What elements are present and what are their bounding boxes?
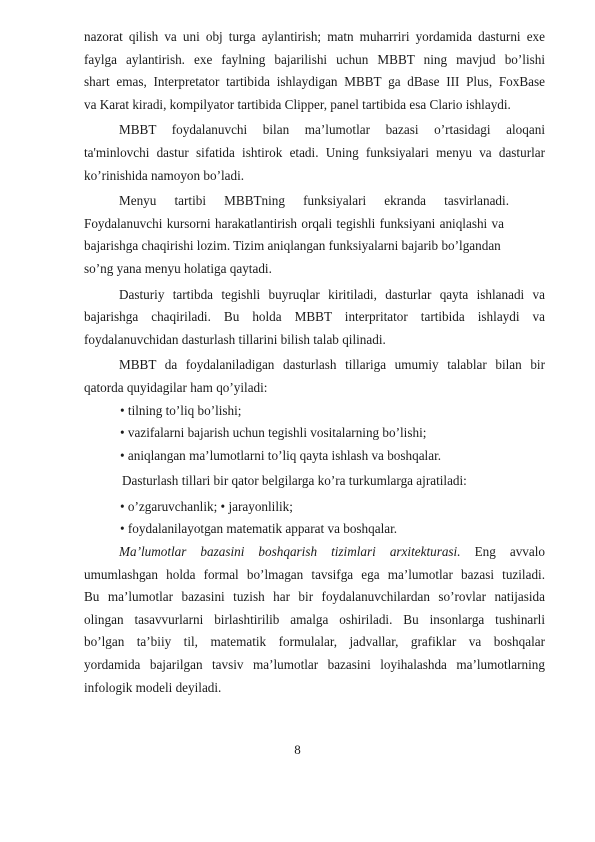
text-line: ko’rinishida namoyon bo’ladi.	[84, 167, 245, 183]
paragraph-6: Dasturlash tillari bir qator belgilarga ko’ra turkumlarga ajratiladi:	[122, 473, 467, 489]
text-line: olingan tasavvurlarni birlashtirilib amalga oshiriladi. Bu insonlarga tushinarli	[84, 611, 545, 627]
section-heading: Ma’lumotlar bazasini boshqarish tizimlari arxitekturasi.	[119, 544, 461, 560]
text-line: MBBT foydalanuvchi bilan ma’lumotlar bazasi o’rtasidagi aloqani	[119, 122, 545, 138]
list-item: • foydalanilayotgan matematik apparat va boshqalar.	[120, 521, 398, 537]
text-line: infologik modeli deyiladi.	[84, 679, 222, 695]
text-line: shart emas, Interpretator tartibida ishlaydigan MBBT ga dBase III Plus, FoxBase	[84, 74, 545, 90]
text-span: Eng avvalo	[474, 544, 545, 560]
list-item: • aniqlangan ma’lumotlarni to’liq qayta ishlash va boshqalar.	[120, 447, 442, 463]
text-line: faylga aylantirish. exe faylning bajarilishi uchun MBBT ning mavjud bo’lishi	[84, 51, 545, 67]
text-line: foydalanuvchidan dasturlash tillarini bilish talab qilinadi.	[84, 331, 386, 347]
bullet-list-2	[84, 496, 545, 541]
text-line: yordamida bajarilgan tavsiv ma’lumotlar bazasini loyihalashda ma’lumotlarning	[84, 657, 545, 673]
text-line: umumlashgan holda formal bo’lmagan tavsifga ega ma’lumotlar bazasi tuziladi.	[84, 566, 545, 582]
text-line: Bu ma’lumotlar bazasini tuzish har bir foydalanuvchilardan so’rovlar natijasida	[84, 589, 545, 605]
text-line: bo’lgan ta’biiy til, matematik formulalar, jadvallar, grafiklar va boshqalar	[84, 634, 545, 650]
paragraph-4	[84, 284, 545, 352]
text-line: nazorat qilish va uni obj turga aylantirish; matn muharriri yordamida dasturni exe	[84, 29, 545, 44]
list-item: • o’zgaruvchanlik; • jarayonlilik;	[120, 498, 293, 514]
text-line: Foydalanuvchi kursorni harakatlantirish orqali tegishli funksiyani aniqlashi va	[84, 215, 504, 231]
text-line: ta'minlovchi dastur sifatida ishtirok etadi. Uning funksiyalari menyu va dasturlar	[84, 144, 545, 160]
document-page	[84, 26, 545, 699]
page-number: 8	[294, 742, 301, 757]
text-line: bajarishga chaqirishi lozim. Tizim aniqlangan funksiyalarni bajarib bo’lgandan	[84, 238, 501, 254]
text-line: Menyu tartibi MBBTning funksiyalari ekranda tasvirlanadi.	[119, 193, 509, 209]
paragraph-5	[84, 354, 545, 399]
list-item: • vazifalarni bajarish uchun tegishli vositalarning bo’lishi;	[120, 425, 427, 441]
text-line: bajarishga chaqiriladi. Bu holda MBBT interpritator tartibida ishlaydi va	[84, 309, 545, 325]
paragraph-3	[84, 190, 545, 280]
list-item: • tilning to’liq bo’lishi;	[120, 402, 242, 418]
paragraph-2	[84, 119, 545, 187]
text-line: va Karat kiradi, kompilyator tartibida Clipper, panel tartibida esa Clario ishlaydi.	[84, 96, 511, 112]
text-line: so’ng yana menyu holatiga qaytadi.	[84, 260, 272, 276]
text-line	[84, 541, 545, 564]
text-line: Dasturiy tartibda tegishli buyruqlar kiritiladi, dasturlar qayta ishlanadi va	[119, 286, 545, 302]
bullet-list-1	[84, 400, 545, 468]
paragraph-1	[84, 26, 545, 116]
text-line: qatorda quyidagilar ham qo’yiladi:	[84, 379, 268, 395]
paragraph-7	[84, 541, 545, 699]
text-line: MBBT da foydalaniladigan dasturlash tillariga umumiy talablar bilan bir	[119, 357, 545, 373]
